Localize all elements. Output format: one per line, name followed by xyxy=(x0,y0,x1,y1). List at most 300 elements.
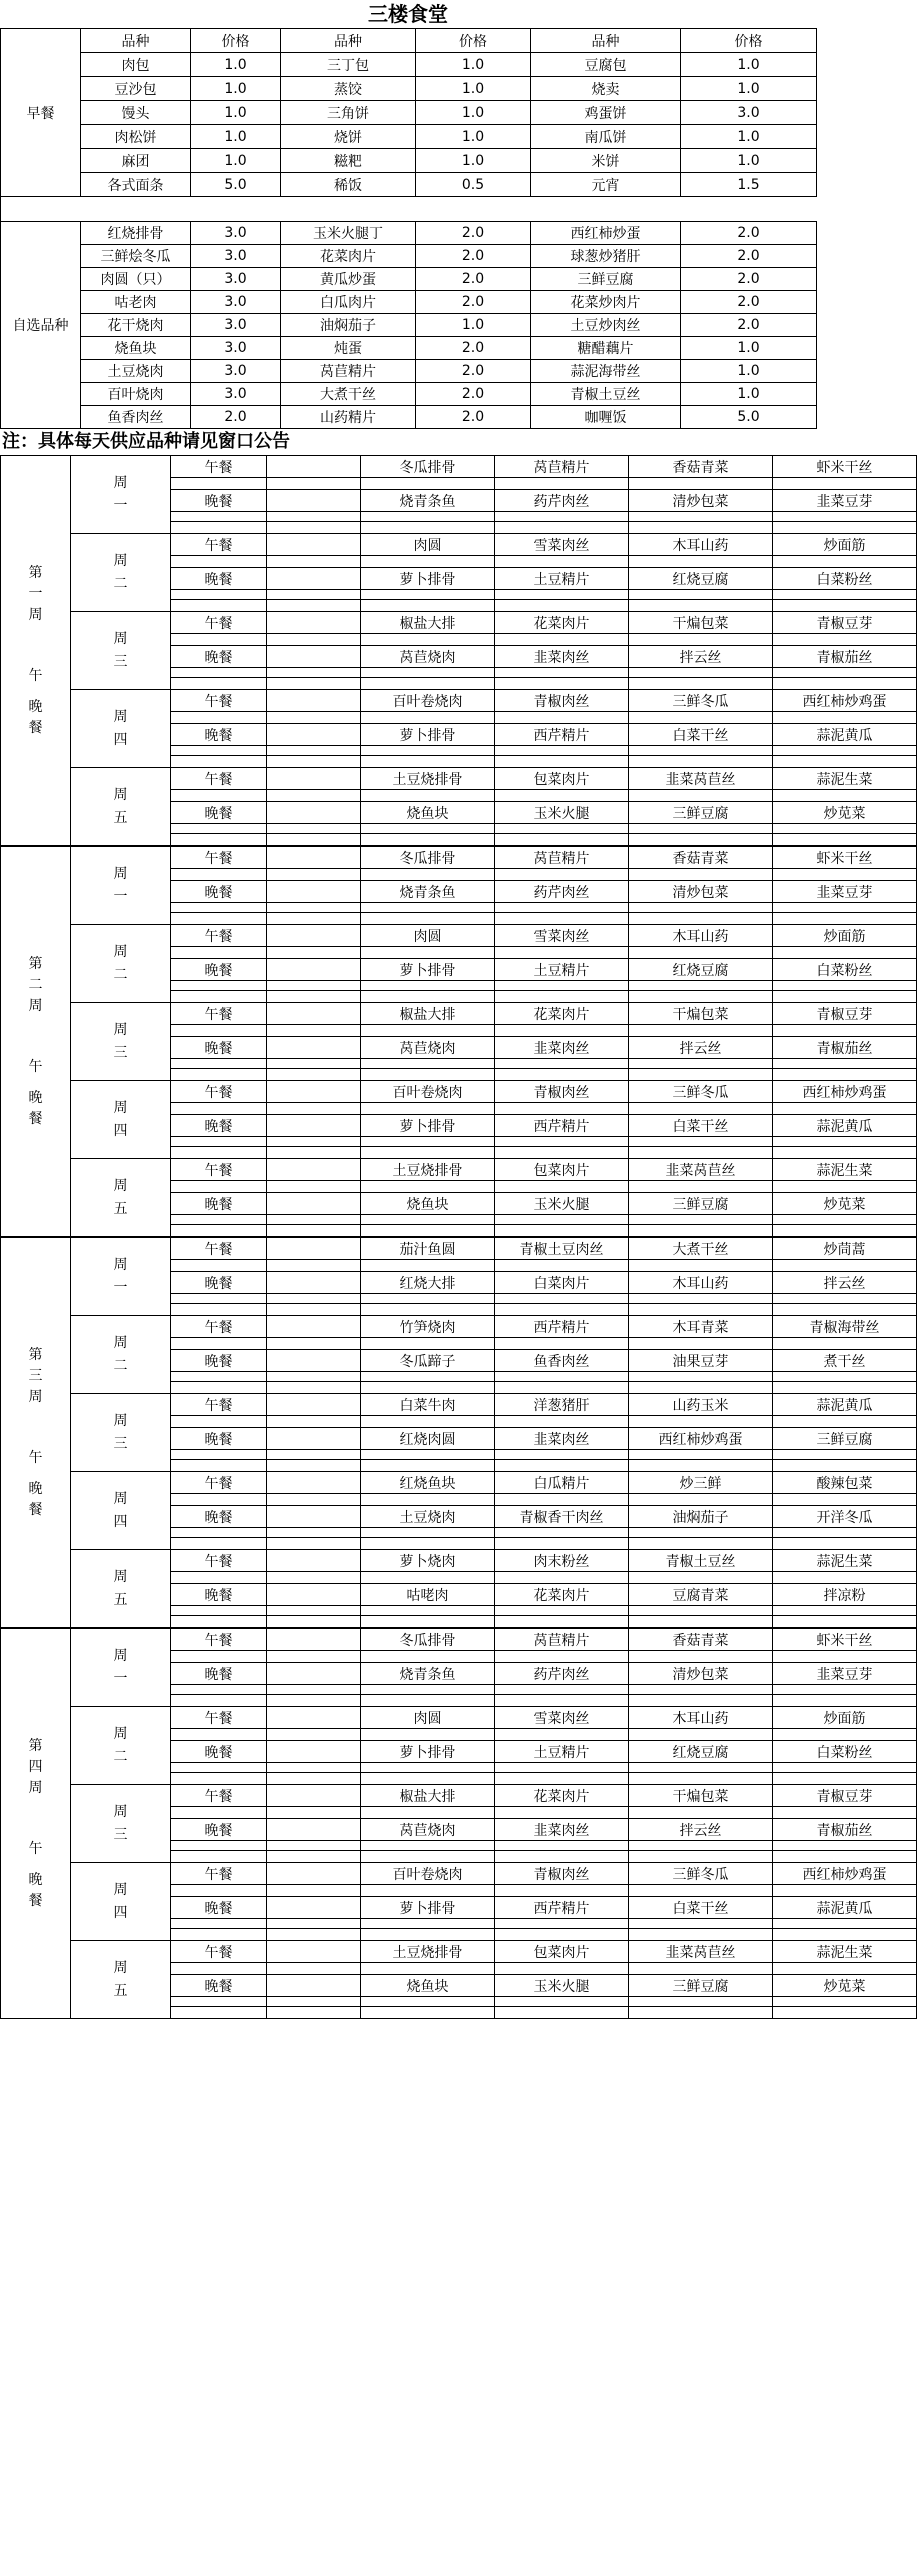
dinner-label: 晚餐 xyxy=(171,1975,267,1997)
empty-cell xyxy=(267,1372,361,1382)
selfselect-price: 3.0 xyxy=(191,222,281,245)
selfselect-price: 3.0 xyxy=(191,268,281,291)
empty-cell xyxy=(171,1416,267,1428)
weekly-menu xyxy=(0,455,887,2019)
empty-cell xyxy=(267,1863,361,1885)
dish-cell: 青椒豆芽 xyxy=(773,612,917,634)
dish-cell: 白菜肉片 xyxy=(495,1272,629,1294)
lunch-row xyxy=(1,690,917,712)
dish-cell: 炒苋菜 xyxy=(773,1975,917,1997)
empty-cell xyxy=(773,668,917,678)
empty-cell xyxy=(361,1963,495,1975)
day-label-char: 周 xyxy=(113,1882,128,1899)
breakfast-item: 烧卖 xyxy=(531,77,681,101)
empty-cell xyxy=(267,590,361,600)
selfselect-row xyxy=(1,360,817,383)
lunch-label: 午餐 xyxy=(171,1707,267,1729)
week-label-char: 一 xyxy=(28,585,43,602)
dish-cell: 韭菜肉丝 xyxy=(495,1037,629,1059)
lunch-row xyxy=(1,768,917,790)
empty-cell xyxy=(629,834,773,846)
lunch-label: 午餐 xyxy=(171,768,267,790)
dish-cell: 韭菜肉丝 xyxy=(495,646,629,668)
empty-cell xyxy=(361,1885,495,1897)
empty-cell xyxy=(267,1606,361,1616)
empty-cell xyxy=(267,756,361,768)
empty-cell xyxy=(773,869,917,881)
empty-cell xyxy=(361,556,495,568)
dish-cell: 萝卜排骨 xyxy=(361,1897,495,1919)
dish-cell: 莴苣烧肉 xyxy=(361,646,495,668)
breakfast-row xyxy=(1,149,817,173)
lunch-label: 午餐 xyxy=(171,456,267,478)
empty-cell xyxy=(629,1616,773,1628)
dish-cell: 莴苣烧肉 xyxy=(361,1819,495,1841)
empty-cell xyxy=(267,1506,361,1528)
empty-cell xyxy=(629,991,773,1003)
empty-cell xyxy=(495,2007,629,2019)
breakfast-price: 1.0 xyxy=(416,101,531,125)
empty-cell xyxy=(629,1181,773,1193)
empty-cell xyxy=(629,1773,773,1785)
empty-cell xyxy=(773,1528,917,1538)
empty-cell xyxy=(171,790,267,802)
selfselect-price: 1.0 xyxy=(416,314,531,337)
selfselect-price: 2.0 xyxy=(416,383,531,406)
day-label-char: 一 xyxy=(113,497,128,514)
breakfast-item: 各式面条 xyxy=(81,173,191,197)
empty-cell xyxy=(361,1181,495,1193)
dish-cell: 炒面筋 xyxy=(773,534,917,556)
empty-cell xyxy=(171,1059,267,1069)
dish-cell: 木耳山药 xyxy=(629,534,773,556)
dish-cell: 肉圆 xyxy=(361,925,495,947)
selfselect-item: 油焖茄子 xyxy=(281,314,416,337)
empty-cell xyxy=(267,913,361,925)
dish-cell: 山药玉米 xyxy=(629,1394,773,1416)
empty-cell xyxy=(267,1841,361,1851)
week-label xyxy=(1,1238,71,1628)
empty-cell xyxy=(773,1181,917,1193)
week-label-char: 第 xyxy=(28,1737,43,1754)
empty-cell xyxy=(267,768,361,790)
empty-cell xyxy=(267,568,361,590)
day-label-char: 周 xyxy=(113,1960,128,1977)
lunch-row xyxy=(1,1316,917,1338)
selfselect-item: 花菜肉片 xyxy=(281,245,416,268)
empty-cell xyxy=(361,1069,495,1081)
lunch-row xyxy=(1,1785,917,1807)
empty-cell xyxy=(267,478,361,490)
empty-cell xyxy=(495,590,629,600)
dish-cell: 西芹精片 xyxy=(495,1316,629,1338)
dish-cell: 韭菜豆芽 xyxy=(773,490,917,512)
dish-cell: 包菜肉片 xyxy=(495,768,629,790)
dinner-label: 晚餐 xyxy=(171,1741,267,1763)
dish-cell: 三鲜豆腐 xyxy=(773,1428,917,1450)
day-label xyxy=(71,1863,171,1941)
empty-cell xyxy=(171,1997,267,2007)
dish-cell: 木耳山药 xyxy=(629,925,773,947)
week-label-char: 午 xyxy=(28,667,43,684)
dish-cell: 白菜粉丝 xyxy=(773,568,917,590)
day-label-char: 五 xyxy=(113,1591,128,1608)
empty-cell xyxy=(267,1919,361,1929)
empty-cell xyxy=(773,590,917,600)
dish-cell: 红烧豆腐 xyxy=(629,959,773,981)
empty-cell xyxy=(361,1616,495,1628)
selfselect-item: 三鲜豆腐 xyxy=(531,268,681,291)
empty-cell xyxy=(495,1885,629,1897)
lunch-label: 午餐 xyxy=(171,1316,267,1338)
day-label-char: 四 xyxy=(113,731,128,748)
breakfast-row xyxy=(1,53,817,77)
selfselect-item: 球葱炒猪肝 xyxy=(531,245,681,268)
empty-cell xyxy=(629,478,773,490)
dish-cell: 三鲜豆腐 xyxy=(629,802,773,824)
empty-cell xyxy=(267,1729,361,1741)
empty-cell xyxy=(773,1137,917,1147)
empty-cell xyxy=(773,522,917,534)
empty-cell xyxy=(267,1382,361,1394)
breakfast-header-cell: 价格 xyxy=(416,29,531,53)
dish-cell: 三鲜冬瓜 xyxy=(629,1081,773,1103)
empty-cell xyxy=(171,1304,267,1316)
dish-cell: 蒜泥黄瓜 xyxy=(773,1115,917,1137)
day-label-char: 二 xyxy=(113,966,128,983)
breakfast-item: 豆沙包 xyxy=(81,77,191,101)
dish-cell: 白菜干丝 xyxy=(629,724,773,746)
empty-cell xyxy=(495,1685,629,1695)
day-label-char: 周 xyxy=(113,1804,128,1821)
empty-cell xyxy=(361,522,495,534)
empty-cell xyxy=(629,913,773,925)
empty-cell xyxy=(267,1225,361,1237)
week-label-char: 周 xyxy=(28,1388,43,1405)
dish-cell: 雪菜肉丝 xyxy=(495,925,629,947)
breakfast-item: 蒸饺 xyxy=(281,77,416,101)
empty-cell xyxy=(495,746,629,756)
week-label-char: 二 xyxy=(28,976,43,993)
dish-cell: 萝卜排骨 xyxy=(361,1741,495,1763)
breakfast-price: 1.0 xyxy=(681,77,817,101)
empty-cell xyxy=(495,1963,629,1975)
dish-cell: 烧青条鱼 xyxy=(361,1663,495,1685)
empty-cell xyxy=(171,913,267,925)
empty-cell xyxy=(495,1372,629,1382)
breakfast-item: 元宵 xyxy=(531,173,681,197)
selfselect-item: 土豆炒肉丝 xyxy=(531,314,681,337)
empty-cell xyxy=(267,1773,361,1785)
dish-cell: 冬瓜蹄子 xyxy=(361,1350,495,1372)
empty-cell xyxy=(171,981,267,991)
empty-cell xyxy=(267,1785,361,1807)
empty-cell xyxy=(629,1215,773,1225)
empty-cell xyxy=(495,1528,629,1538)
empty-cell xyxy=(171,1181,267,1193)
breakfast-price: 1.0 xyxy=(191,77,281,101)
empty-cell xyxy=(629,1137,773,1147)
selfselect-price: 2.0 xyxy=(681,291,817,314)
empty-cell xyxy=(267,981,361,991)
dish-cell: 萝卜排骨 xyxy=(361,724,495,746)
day-label xyxy=(71,1394,171,1472)
lunch-row xyxy=(1,1159,917,1181)
empty-cell xyxy=(495,1494,629,1506)
empty-cell xyxy=(773,1294,917,1304)
dish-cell: 青椒肉丝 xyxy=(495,1863,629,1885)
breakfast-price: 1.0 xyxy=(416,77,531,101)
selfselect-price: 3.0 xyxy=(191,337,281,360)
week-label-char: 餐 xyxy=(28,1892,43,1909)
empty-cell xyxy=(267,1294,361,1304)
day-label xyxy=(71,1081,171,1159)
empty-cell xyxy=(495,903,629,913)
empty-cell xyxy=(629,712,773,724)
empty-cell xyxy=(361,512,495,522)
empty-cell xyxy=(361,668,495,678)
empty-cell xyxy=(629,1103,773,1115)
empty-cell xyxy=(267,1975,361,1997)
dish-cell: 青椒豆芽 xyxy=(773,1003,917,1025)
dinner-label: 晚餐 xyxy=(171,1506,267,1528)
empty-cell xyxy=(267,1651,361,1663)
empty-cell xyxy=(773,1616,917,1628)
selfselect-item: 烧鱼块 xyxy=(81,337,191,360)
empty-cell xyxy=(171,600,267,612)
empty-cell xyxy=(361,1528,495,1538)
empty-cell xyxy=(361,1416,495,1428)
empty-cell xyxy=(171,1841,267,1851)
dish-cell: 油焖茄子 xyxy=(629,1506,773,1528)
dish-cell: 三鲜豆腐 xyxy=(629,1975,773,1997)
selfselect-item: 玉米火腿丁 xyxy=(281,222,416,245)
selfselect-price: 2.0 xyxy=(416,268,531,291)
empty-cell xyxy=(629,1695,773,1707)
dish-cell: 青椒肉丝 xyxy=(495,1081,629,1103)
empty-cell xyxy=(171,1147,267,1159)
empty-cell xyxy=(267,1238,361,1260)
lunch-label: 午餐 xyxy=(171,1159,267,1181)
empty-cell xyxy=(267,1193,361,1215)
lunch-label: 午餐 xyxy=(171,534,267,556)
day-label-char: 一 xyxy=(113,1670,128,1687)
day-label xyxy=(71,612,171,690)
breakfast-header-cell: 品种 xyxy=(531,29,681,53)
dish-cell: 清炒包菜 xyxy=(629,1663,773,1685)
breakfast-item: 南瓜饼 xyxy=(531,125,681,149)
dish-cell: 肉圆 xyxy=(361,1707,495,1729)
dish-cell: 西红柿炒鸡蛋 xyxy=(773,1081,917,1103)
selfselect-item: 蒜泥海带丝 xyxy=(531,360,681,383)
dish-cell: 三鲜豆腐 xyxy=(629,1193,773,1215)
breakfast-price: 3.0 xyxy=(681,101,817,125)
breakfast-header-cell: 品种 xyxy=(81,29,191,53)
empty-cell xyxy=(267,1494,361,1506)
selfselect-price: 3.0 xyxy=(191,360,281,383)
empty-cell xyxy=(171,1851,267,1863)
dish-cell: 韭菜豆芽 xyxy=(773,1663,917,1685)
lunch-label: 午餐 xyxy=(171,1785,267,1807)
week-label xyxy=(1,847,71,1237)
empty-cell xyxy=(267,1137,361,1147)
dish-cell: 炒苋菜 xyxy=(773,802,917,824)
empty-cell xyxy=(773,1382,917,1394)
empty-cell xyxy=(495,1729,629,1741)
empty-cell xyxy=(361,991,495,1003)
empty-cell xyxy=(361,981,495,991)
dish-cell: 西芹精片 xyxy=(495,1897,629,1919)
dish-cell: 烧鱼块 xyxy=(361,1193,495,1215)
breakfast-row xyxy=(1,173,817,197)
empty-cell xyxy=(361,1260,495,1272)
day-label-char: 四 xyxy=(113,1904,128,1921)
empty-cell xyxy=(171,556,267,568)
dish-cell: 清炒包菜 xyxy=(629,881,773,903)
empty-cell xyxy=(495,1069,629,1081)
lunch-row xyxy=(1,1629,917,1651)
dish-cell: 烧青条鱼 xyxy=(361,490,495,512)
empty-cell xyxy=(629,1372,773,1382)
dish-cell: 花菜肉片 xyxy=(495,1003,629,1025)
empty-cell xyxy=(267,1663,361,1685)
empty-cell xyxy=(361,746,495,756)
empty-cell xyxy=(629,981,773,991)
empty-cell xyxy=(495,991,629,1003)
empty-cell xyxy=(267,869,361,881)
empty-cell xyxy=(267,1037,361,1059)
selfselect-price: 3.0 xyxy=(191,314,281,337)
empty-cell xyxy=(171,1616,267,1628)
empty-cell xyxy=(171,1494,267,1506)
empty-cell xyxy=(495,1137,629,1147)
empty-cell xyxy=(629,1885,773,1897)
empty-cell xyxy=(773,1450,917,1460)
day-label-char: 周 xyxy=(113,553,128,570)
dish-cell: 鱼香肉丝 xyxy=(495,1350,629,1372)
empty-cell xyxy=(773,1606,917,1616)
dish-cell: 豆腐青菜 xyxy=(629,1584,773,1606)
empty-cell xyxy=(171,1382,267,1394)
empty-cell xyxy=(629,678,773,690)
lunch-row xyxy=(1,1550,917,1572)
empty-cell xyxy=(361,1059,495,1069)
empty-cell xyxy=(267,1159,361,1181)
breakfast-item: 米饼 xyxy=(531,149,681,173)
empty-cell xyxy=(361,1606,495,1616)
breakfast-header-row xyxy=(1,29,817,53)
breakfast-header-cell: 价格 xyxy=(681,29,817,53)
empty-cell xyxy=(629,1528,773,1538)
week-label-char: 四 xyxy=(28,1758,43,1775)
empty-cell xyxy=(361,1382,495,1394)
dish-cell: 烧鱼块 xyxy=(361,1975,495,1997)
empty-cell xyxy=(267,1350,361,1372)
empty-cell xyxy=(773,1147,917,1159)
lunch-row xyxy=(1,534,917,556)
empty-cell xyxy=(495,1695,629,1707)
empty-cell xyxy=(267,1338,361,1350)
dish-cell: 红烧豆腐 xyxy=(629,568,773,590)
empty-cell xyxy=(773,746,917,756)
empty-cell xyxy=(495,712,629,724)
empty-cell xyxy=(773,1851,917,1863)
empty-cell xyxy=(629,1929,773,1941)
day-label-char: 二 xyxy=(113,575,128,592)
breakfast-price: 1.0 xyxy=(681,125,817,149)
empty-cell xyxy=(361,903,495,913)
day-label xyxy=(71,1316,171,1394)
empty-cell xyxy=(267,1807,361,1819)
empty-cell xyxy=(267,1260,361,1272)
empty-cell xyxy=(361,947,495,959)
empty-cell xyxy=(773,1773,917,1785)
empty-cell xyxy=(495,478,629,490)
lunch-row xyxy=(1,612,917,634)
empty-cell xyxy=(267,1851,361,1863)
empty-cell xyxy=(361,1494,495,1506)
empty-cell xyxy=(629,1450,773,1460)
dish-cell: 蒜泥生菜 xyxy=(773,1550,917,1572)
empty-cell xyxy=(361,1215,495,1225)
selfselect-row xyxy=(1,222,817,245)
breakfast-section-label: 早餐 xyxy=(1,29,81,197)
empty-cell xyxy=(171,1103,267,1115)
empty-cell xyxy=(171,1338,267,1350)
empty-cell xyxy=(629,1763,773,1773)
selfselect-price: 1.0 xyxy=(681,337,817,360)
day-label-char: 周 xyxy=(113,1569,128,1586)
breakfast-item: 烧饼 xyxy=(281,125,416,149)
empty-cell xyxy=(267,1929,361,1941)
week-label-char: 午 xyxy=(28,1058,43,1075)
selfselect-item: 三鲜烩冬瓜 xyxy=(81,245,191,268)
empty-cell xyxy=(361,1929,495,1941)
selfselect-price: 1.0 xyxy=(681,360,817,383)
empty-cell xyxy=(495,1450,629,1460)
empty-cell xyxy=(773,1919,917,1929)
empty-cell xyxy=(361,1651,495,1663)
empty-cell xyxy=(267,802,361,824)
dish-cell: 拌云丝 xyxy=(773,1272,917,1294)
empty-cell xyxy=(773,1304,917,1316)
empty-cell xyxy=(495,1773,629,1785)
empty-cell xyxy=(629,1059,773,1069)
lunch-row xyxy=(1,1081,917,1103)
dish-cell: 蒜泥黄瓜 xyxy=(773,1394,917,1416)
empty-cell xyxy=(773,2007,917,2019)
dish-cell: 炒面筋 xyxy=(773,925,917,947)
dish-cell: 萝卜排骨 xyxy=(361,568,495,590)
day-label-char: 二 xyxy=(113,1357,128,1374)
dish-cell: 咕咾肉 xyxy=(361,1584,495,1606)
empty-cell xyxy=(629,1919,773,1929)
empty-cell xyxy=(773,600,917,612)
empty-cell xyxy=(267,1538,361,1550)
empty-cell xyxy=(171,668,267,678)
empty-cell xyxy=(629,556,773,568)
empty-cell xyxy=(361,712,495,724)
empty-cell xyxy=(773,1494,917,1506)
empty-cell xyxy=(267,1616,361,1628)
breakfast-item: 三丁包 xyxy=(281,53,416,77)
empty-cell xyxy=(171,1025,267,1037)
empty-cell xyxy=(495,1304,629,1316)
empty-cell xyxy=(361,1304,495,1316)
day-label xyxy=(71,925,171,1003)
empty-cell xyxy=(267,724,361,746)
day-label xyxy=(71,768,171,846)
